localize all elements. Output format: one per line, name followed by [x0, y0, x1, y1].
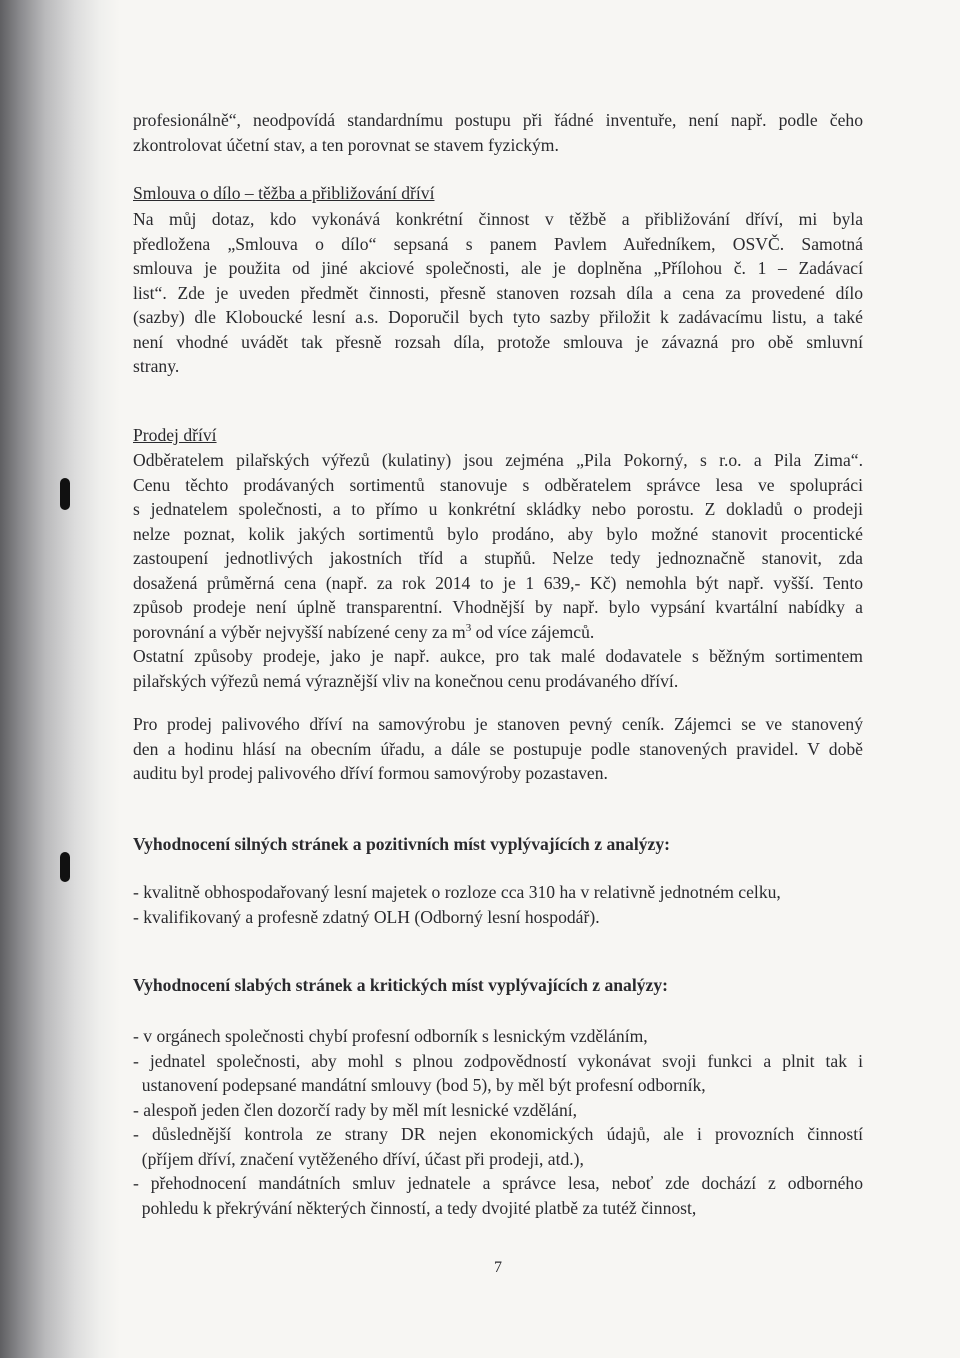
- text-line: s jednatelem společnosti, a to přímo u konkrétní skládky nebo porostu. Z dokladů o prodeji: [133, 499, 863, 519]
- text-line: Odběratelem pilařských výřezů (kulatiny) jsou zejména „Pila Pokorný, s r.o. a Pila Zima“.: [133, 450, 863, 470]
- list-item: - důslednější kontrola ze strany DR nejen ekonomických údajů, ale i provozních činností: [133, 1124, 863, 1144]
- text-line: pilařských výřezů nemá výraznější vliv na konečnou cenu prodávaného dříví.: [133, 670, 679, 691]
- text-line: Na můj dotaz, kdo vykonává konkrétní činnost v těžbě a přibližování dříví, mi byla: [133, 209, 863, 229]
- text-line: způsob prodeje není úplně transparentní. Vhodnější by např. bylo vypsání kvartální nabídky a: [133, 597, 863, 617]
- paragraph-smlouva: [133, 207, 863, 379]
- text-line: Cenu těchto prodávaných sortimentů stanovuje s odběratelem správce lesa ve spolupráci: [133, 474, 863, 495]
- punch-hole: [60, 478, 70, 510]
- heading-weaknesses: Vyhodnocení slabých stránek a kritických míst vyplývajících z analýzy:: [133, 975, 669, 995]
- list-item: - jednatel společnosti, aby mohl s plnou zodpovědností vykonávat svoji funkci a plnit tak i: [133, 1050, 863, 1071]
- section-title-smlouva: Smlouva o dílo – těžba a přibližování dříví: [133, 183, 435, 203]
- text-line: profesionálně“, neodpovídá standardnímu postupu při řádné inventuře, není např. podle čeho: [133, 110, 863, 130]
- page-number: 7: [494, 1259, 502, 1276]
- list-strengths: [133, 880, 863, 929]
- text-line: den a hodinu hlásí na obecním úřadu, a dále se postupuje podle stanovených pravidel. V době: [133, 738, 863, 759]
- list-item: - alespoň jeden člen dozorčí rady by měl mít lesnické vzdělání,: [133, 1099, 578, 1120]
- text-line: list“. Zde je uveden předmět činnosti, přesně stanoven rozsah díla a cena za provedené dílo: [133, 282, 863, 303]
- text-line: zkontrolovat účetní stav, a ten porovnat se stavem fyzickým.: [133, 134, 559, 155]
- list-item: - kvalitně obhospodařovaný lesní majetek o rozloze cca 310 ha v relativně jednotném celku,: [133, 882, 781, 902]
- paragraph-palivo: [133, 712, 863, 786]
- text-line: nelze poznat, kolik jakých sortimentů bylo prodáno, aby bylo možné stanovit procentické: [133, 523, 863, 544]
- text-line: strany.: [133, 356, 180, 376]
- list-item: - přehodnocení mandátních smluv jednatele a správce lesa, neboť zde dochází z odborného: [133, 1173, 863, 1193]
- list-item: (příjem dříví, značení vytěženého dříví, účast při prodeji, atd.),: [133, 1148, 584, 1169]
- heading-strengths: Vyhodnocení silných stránek a pozitivních míst vyplývajících z analýzy:: [133, 834, 670, 854]
- text-line: porovnání a výběr nejvyšší nabízené ceny za $m^3$ od více zájemců.: [133, 621, 595, 642]
- list-weaknesses: [133, 1024, 863, 1220]
- paragraph-prodej: [133, 448, 863, 693]
- text-line: auditu byl prodej palivového dříví formou samovýroby pozastaven.: [133, 763, 608, 783]
- scan-shadow-edge: [0, 0, 120, 1358]
- list-item: ustanovení podepsané mandátní smlouvy (bod 5), by měl být profesní odborník,: [133, 1075, 706, 1095]
- text-line: zastoupení jednotlivých jakostních tříd a stupňů. Nelze tedy jednoznačně stanovit, zda: [133, 548, 863, 568]
- punch-hole: [60, 852, 70, 882]
- text-line: není vhodné uvádět tak přesně rozsah díla, protože smlouva je závazná pro obě smluvní: [133, 331, 863, 352]
- section-title-prodej: Prodej dříví: [133, 425, 217, 445]
- list-item: - kvalifikovaný a profesně zdatný OLH (Odborný lesní hospodář).: [133, 906, 600, 927]
- list-item: pohledu k překrývání některých činností, a tedy dvojité platbě za tutéž činnost,: [133, 1197, 697, 1218]
- text-line: Pro prodej palivového dříví na samovýrobu je stanoven pevný ceník. Zájemci se ve stanovený: [133, 714, 863, 734]
- text-line: smlouva je použita od jiné akciové společnosti, ale je doplněna „Přílohou č. 1 – Zadávací: [133, 258, 863, 278]
- text-line: (sazby) dle Kloboucké lesní a.s. Doporučil bych tyto sazby přiložit k zadávacímu listu, a také: [133, 307, 863, 327]
- paragraph-intro: [133, 108, 863, 157]
- text-line: předložena „Smlouva o dílo“ sepsaná s panem Pavlem Auředníkem, OSVČ. Samotná: [133, 233, 863, 254]
- text-line: dosažená průměrná cena (např. za rok 2014 to je 1 639,- Kč) nemohla být např. vyšší. Tento: [133, 572, 863, 593]
- text-line: Ostatní způsoby prodeje, jako je např. aukce, pro tak malé dodavatele s běžným sortimentem: [133, 646, 863, 666]
- list-item: - v orgánech společnosti chybí profesní odborník s lesnickým vzděláním,: [133, 1026, 648, 1046]
